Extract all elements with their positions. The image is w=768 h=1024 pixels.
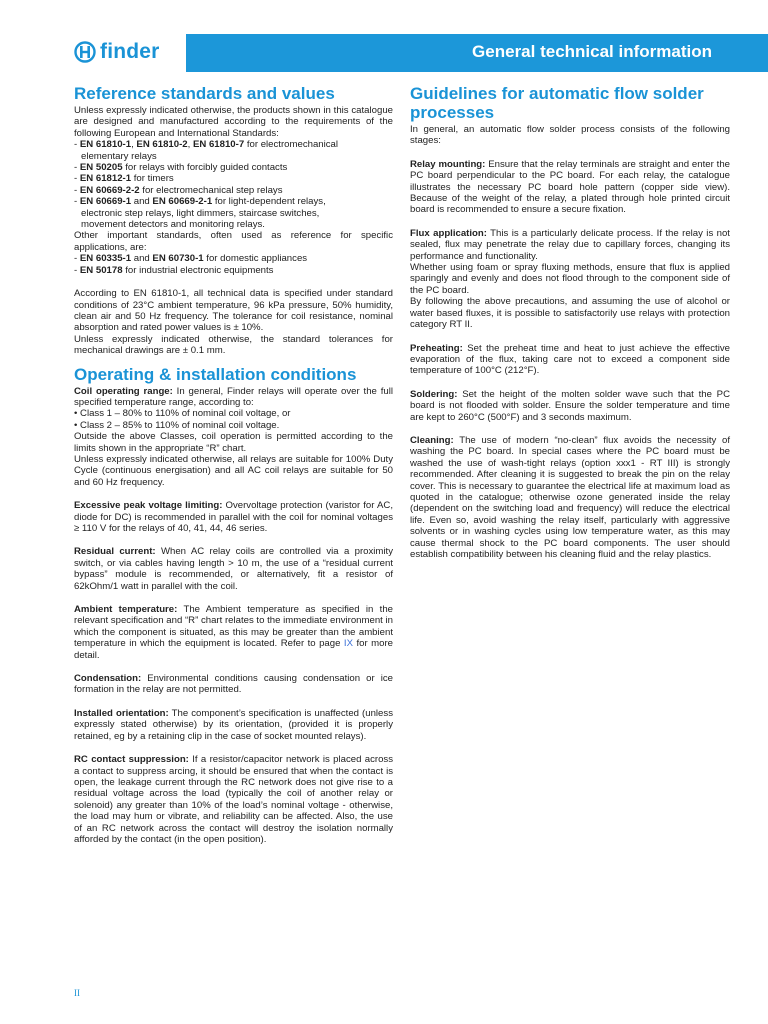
standard-code: EN 60669-2-1 [152, 196, 213, 208]
standard-item: - EN 60669-1 and EN 60669-2-1 for light-dependent relays, [74, 196, 326, 208]
standard-item: - EN 61810-1, EN 61810-2, EN 61810-7 for electromechanical [74, 139, 339, 151]
standard-code: EN 61810-7 [192, 139, 245, 151]
header-banner [186, 34, 768, 72]
coil-operating-range: Coil operating range: In general, Finder relays will operate over the full specified temperature range, according to: [74, 385, 393, 408]
finder-logo-icon [74, 41, 96, 63]
standard-item: - EN 50205 for relays with forcibly guided contacts [74, 162, 288, 174]
solder-intro: In general, an automatic flow solder process consists of the following stages: [410, 124, 730, 147]
section-title-reference-standards: Reference standards and values [74, 84, 335, 103]
orientation-paragraph: Installed orientation: The component’s specification is unaffected (unless expressly stated otherwise) by its orientation, (provided it is properly retained, eg by a retaining clip in the case of socket mounted relays). [74, 707, 393, 742]
flux-paragraph-2: Whether using foam or spray fluxing methods, ensure that flux is applied sparingly and evenly and does not flood through to the component side of the PC board. [410, 262, 730, 296]
page-title: General technical information [472, 42, 712, 61]
ambient-temperature-paragraph: Ambient temperature: The Ambient temperature as specified in the relevant specification and “R” chart relates to the immediate environment in which the component is situated, as this may be greater than the ambient temperature in which the equipment is located. Refer to page IX for more detail. [74, 604, 393, 661]
class-item: • Class 2 – 85% to 110% of nominal coil voltage. [74, 419, 280, 431]
page-number: II [74, 988, 80, 998]
tolerances-paragraph: Unless expressly indicated otherwise, the standard tolerances for mechanical drawings are ± 0.1 mm. [74, 333, 393, 357]
standard-item-cont: movement detectors and monitoring relays. [81, 219, 265, 231]
standard-code: EN 50205 [79, 162, 123, 174]
standard-item: - EN 50178 for industrial electronic equipments [74, 264, 274, 276]
standard-code: EN 60669-2-2 [79, 184, 140, 196]
cleaning-paragraph: Cleaning: The use of modern “no-clean” flux avoids the necessity of washing the PC board. In special cases where the PC board must be washed the use of wash-tight relays (option xxx1 - RT III) is strongly recommended. After cleaning it is suggested to break the pin on the relay cover. This is necessary to guarantee the electrical life at maximum load as quoted in the catalogue; otherwise ozone generated inside the relay (dependent on the switching load and frequency) will reduce the electrical life. Even so, avoid washing the relay itself, particularly with aggressive solvents or in washing cycles using low temperature water, as this may cause thermal shock to the PC board components. The user should establish compatibility between his cleaning fluid and the relay plastics. [410, 434, 730, 560]
right-column [410, 84, 730, 560]
left-column [74, 84, 393, 845]
class-item: • Class 1 – 80% to 110% of nominal coil voltage, or [74, 408, 291, 420]
residual-current-paragraph: Residual current: When AC relay coils are controlled via a proximity switch, or via cables having length > 10 m, the use of a “residual current bypass” module is recommended, or alternatively, fit a resistor of 62kOhm/1 watt in parallel with the coil. [74, 546, 394, 592]
page-link[interactable]: IX [343, 638, 353, 650]
standard-conditions-paragraph: According to EN 61810-1, all technical data is specified under standard conditions of 23°C ambient temperature, 96 kPa pressure, 50% humidity, clean air and 50 Hz frequency. The tolerance for coil resistance, nominal absorption and rated power values is ± 10%. [74, 288, 393, 334]
standard-code: EN 61810-2 [136, 139, 188, 151]
other-standards-intro: Other important standards, often used as reference for specific applications, are: [74, 230, 393, 253]
standard-code: EN 50178 [79, 264, 123, 276]
standards-intro: Unless expressly indicated otherwise, the products shown in this catalogue are designed and manufactured according to the requirements of the following European and International Standards: [74, 105, 393, 139]
standard-code: EN 60669-1 [79, 196, 132, 208]
flux-paragraph-3: By following the above precautions, and assuming the use of alcohol or water based fluxes, it is possible to satisfactorily use relays with protection category RT II. [410, 296, 730, 331]
peak-voltage-paragraph: Excessive peak voltage limiting: Overvoltage protection (varistor for AC, diode for DC) is recommended in parallel with the coil for nominal voltages ≥ 110 V for the relays of 40, 41, 44, 46 series. [74, 500, 393, 534]
standard-item-cont: electronic step relays, light dimmers, staircase switches, [81, 207, 320, 219]
section-title-flow-solder: Guidelines for automatic flow solder processes [410, 84, 704, 122]
relay-mounting-paragraph: Relay mounting: Ensure that the relay terminals are straight and enter the PC board perpendicular to the PC board. For each relay, the catalogue illustrates the necessary PC board hole pattern (copper side view). Because of the weight of the relay, a plated through hole printed circuit board is recommended to ensure a secure fixation. [410, 158, 731, 216]
coil-duty-paragraph: Unless expressly indicated otherwise, all relays are suitable for 100% Duty Cycle (continuous energisation) and all AC coil relays are suitable for 50 and 60 Hz frequency. [74, 453, 393, 488]
standard-code: EN 60335-1 [79, 253, 132, 265]
finder-logo [74, 40, 160, 64]
standard-code: EN 61810-1 [79, 139, 132, 151]
logo-text: finder [100, 40, 160, 63]
soldering-paragraph: Soldering: Set the height of the molten solder wave such that the PC board is not flooded with solder. Ensure the solder temperature and time are kept to 260°C (500°F) and 3 seconds maximum. [410, 388, 730, 423]
condensation-paragraph: Condensation: Environmental conditions causing condensation or ice formation in the relay are not permitted. [74, 673, 393, 696]
standard-item: - EN 61812-1 for timers [74, 173, 174, 185]
standard-item: - EN 60669-2-2 for electromechanical step relays [74, 184, 283, 196]
standard-item-cont: elementary relays [81, 150, 157, 162]
standard-code: EN 60730-1 [152, 253, 204, 265]
flux-application-paragraph: Flux application: This is a particularly delicate process. If the relay is not sealed, flux may penetrate the relay due to capillary forces, changing its performance and functionality. [410, 227, 730, 262]
coil-outside-paragraph: Outside the above Classes, coil operation is permitted according to the limits shown in the appropriate “R” chart. [74, 431, 393, 454]
standard-code: EN 61812-1 [79, 173, 132, 185]
standard-item: - EN 60335-1 and EN 60730-1 for domestic appliances [74, 253, 308, 265]
rc-suppression-paragraph: RC contact suppression: If a resistor/capacitor network is placed across a contact to suppress arcing, it should be ensured that when the contact is open, the leakage current through the RC network does not give rise to a residual voltage across the load (typically the coil of another relay or solenoid) any greater than 10% of the load’s nominal voltage - otherwise, the load may hum or vibrate, and reliability can be affected. Also, the use of an RC network across the contact will destroy the isolation normally afforded by the contact (in the open position). [74, 754, 393, 845]
preheating-paragraph: Preheating: Set the preheat time and heat to just achieve the effective evaporation of the flux, taking care not to exceed a component side temperature of 100°C (212°F). [410, 342, 730, 377]
section-title-operating-conditions: Operating & installation conditions [74, 364, 357, 384]
